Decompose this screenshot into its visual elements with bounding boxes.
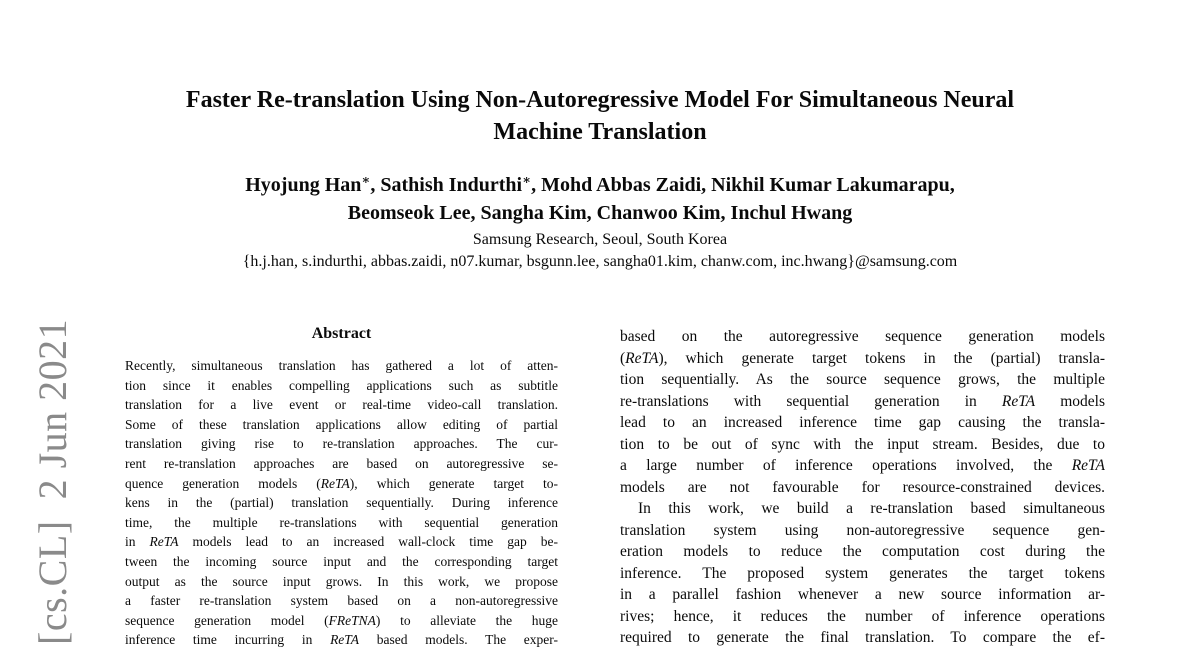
abstract-line: kens in the (partial) translation sequentially. During inference <box>125 495 558 511</box>
abstract-line: translation for a live event or real-time video-call translation. <box>125 397 558 413</box>
body-line: a large number of inference operations involved, the ReTA <box>620 457 1105 474</box>
paper-title-line2: Machine Translation <box>493 119 707 145</box>
abstract-line: output as the source input grows. In this work, we propose <box>125 573 558 589</box>
author-list <box>100 166 1100 227</box>
body-line: lead to an increased inference time gap causing the transla- <box>620 414 1105 431</box>
author-footnote-star: ∗ <box>522 172 532 187</box>
abstract-line: tween the incoming source input and the corresponding target <box>125 553 558 569</box>
arxiv-watermark: [cs.CL] 2 Jun 2021 <box>30 318 75 645</box>
email-line: {h.j.han, s.indurthi, abbas.zaidi, n07.kumar, bsgunn.lee, sangha01.kim, chanw.com, inc.hwang}@samsung.com <box>242 253 958 270</box>
body-line: (ReTA), which generate target tokens in the (partial) transla- <box>620 349 1105 367</box>
paper-title <box>100 84 1100 148</box>
abstract-line: translation giving rise to re-translation approaches. The cur- <box>125 436 558 452</box>
body-line: required to generate the final translation. To compare the ef- <box>620 629 1105 646</box>
abstract-line: inference time incurring in ReTA based models. The exper- <box>125 632 558 648</box>
abstract-line: sequence generation model (FReTNA) to alleviate the huge <box>125 612 558 628</box>
body-line: eration models to reduce the computation cost during the <box>620 543 1105 560</box>
abstract-line: a faster re-translation system based on a non-autoregressive <box>125 593 558 609</box>
body-line: inference. The proposed system generates the target tokens <box>620 564 1105 582</box>
abstract-heading: Abstract <box>311 325 372 342</box>
author-line1 <box>100 166 1100 199</box>
abstract-line: in ReTA models lead to an increased wall-clock time gap be- <box>125 534 558 550</box>
author-line2: Beomseok Lee, Sangha Kim, Chanwoo Kim, Inchul Hwang <box>347 202 853 224</box>
author-name: Hyojung Han <box>245 174 362 196</box>
body-line: translation system using non-autoregressive sequence gen- <box>620 521 1105 539</box>
abstract-line: tion since it enables compelling applications such as subtitle <box>125 377 558 393</box>
body-line: in a parallel fashion whenever a new source information ar- <box>620 586 1105 603</box>
body-line: re-translations with sequential generation in ReTA models <box>620 392 1105 410</box>
body-line: In this work, we build a re-translation based simultaneous <box>638 500 1105 517</box>
body-line: tion to be out of sync with the input stream. Besides, due to <box>620 435 1105 453</box>
abstract-column <box>125 325 558 650</box>
body-line: models are not favourable for resource-constrained devices. <box>620 478 1105 496</box>
body-column <box>620 326 1105 649</box>
author-name: , Mohd Abbas Zaidi, Nikhil Kumar Lakumarapu, <box>531 174 955 196</box>
abstract-line: Some of these translation applications allow editing of partial <box>125 416 558 432</box>
abstract-line: rent re-translation approaches are based on autoregressive se- <box>125 455 558 471</box>
author-name: , Sathish Indurthi <box>370 174 523 196</box>
body-line: tion sequentially. As the source sequence grows, the multiple <box>620 371 1105 388</box>
abstract-line: Recently, simultaneous translation has gathered a lot of atten- <box>125 358 558 373</box>
body-line: based on the autoregressive sequence generation models <box>620 328 1105 345</box>
affiliation: Samsung Research, Seoul, South Korea <box>472 231 728 248</box>
abstract-line: quence generation models (ReTA), which generate target to- <box>125 475 558 491</box>
abstract-line: time, the multiple re-translations with sequential generation <box>125 514 558 530</box>
body-line: rives; hence, it reduces the number of inference operations <box>620 607 1105 625</box>
author-footnote-star: ∗ <box>361 172 371 187</box>
paper-title-line1: Faster Re-translation Using Non-Autoregressive Model For Simultaneous Neural <box>185 87 1015 113</box>
